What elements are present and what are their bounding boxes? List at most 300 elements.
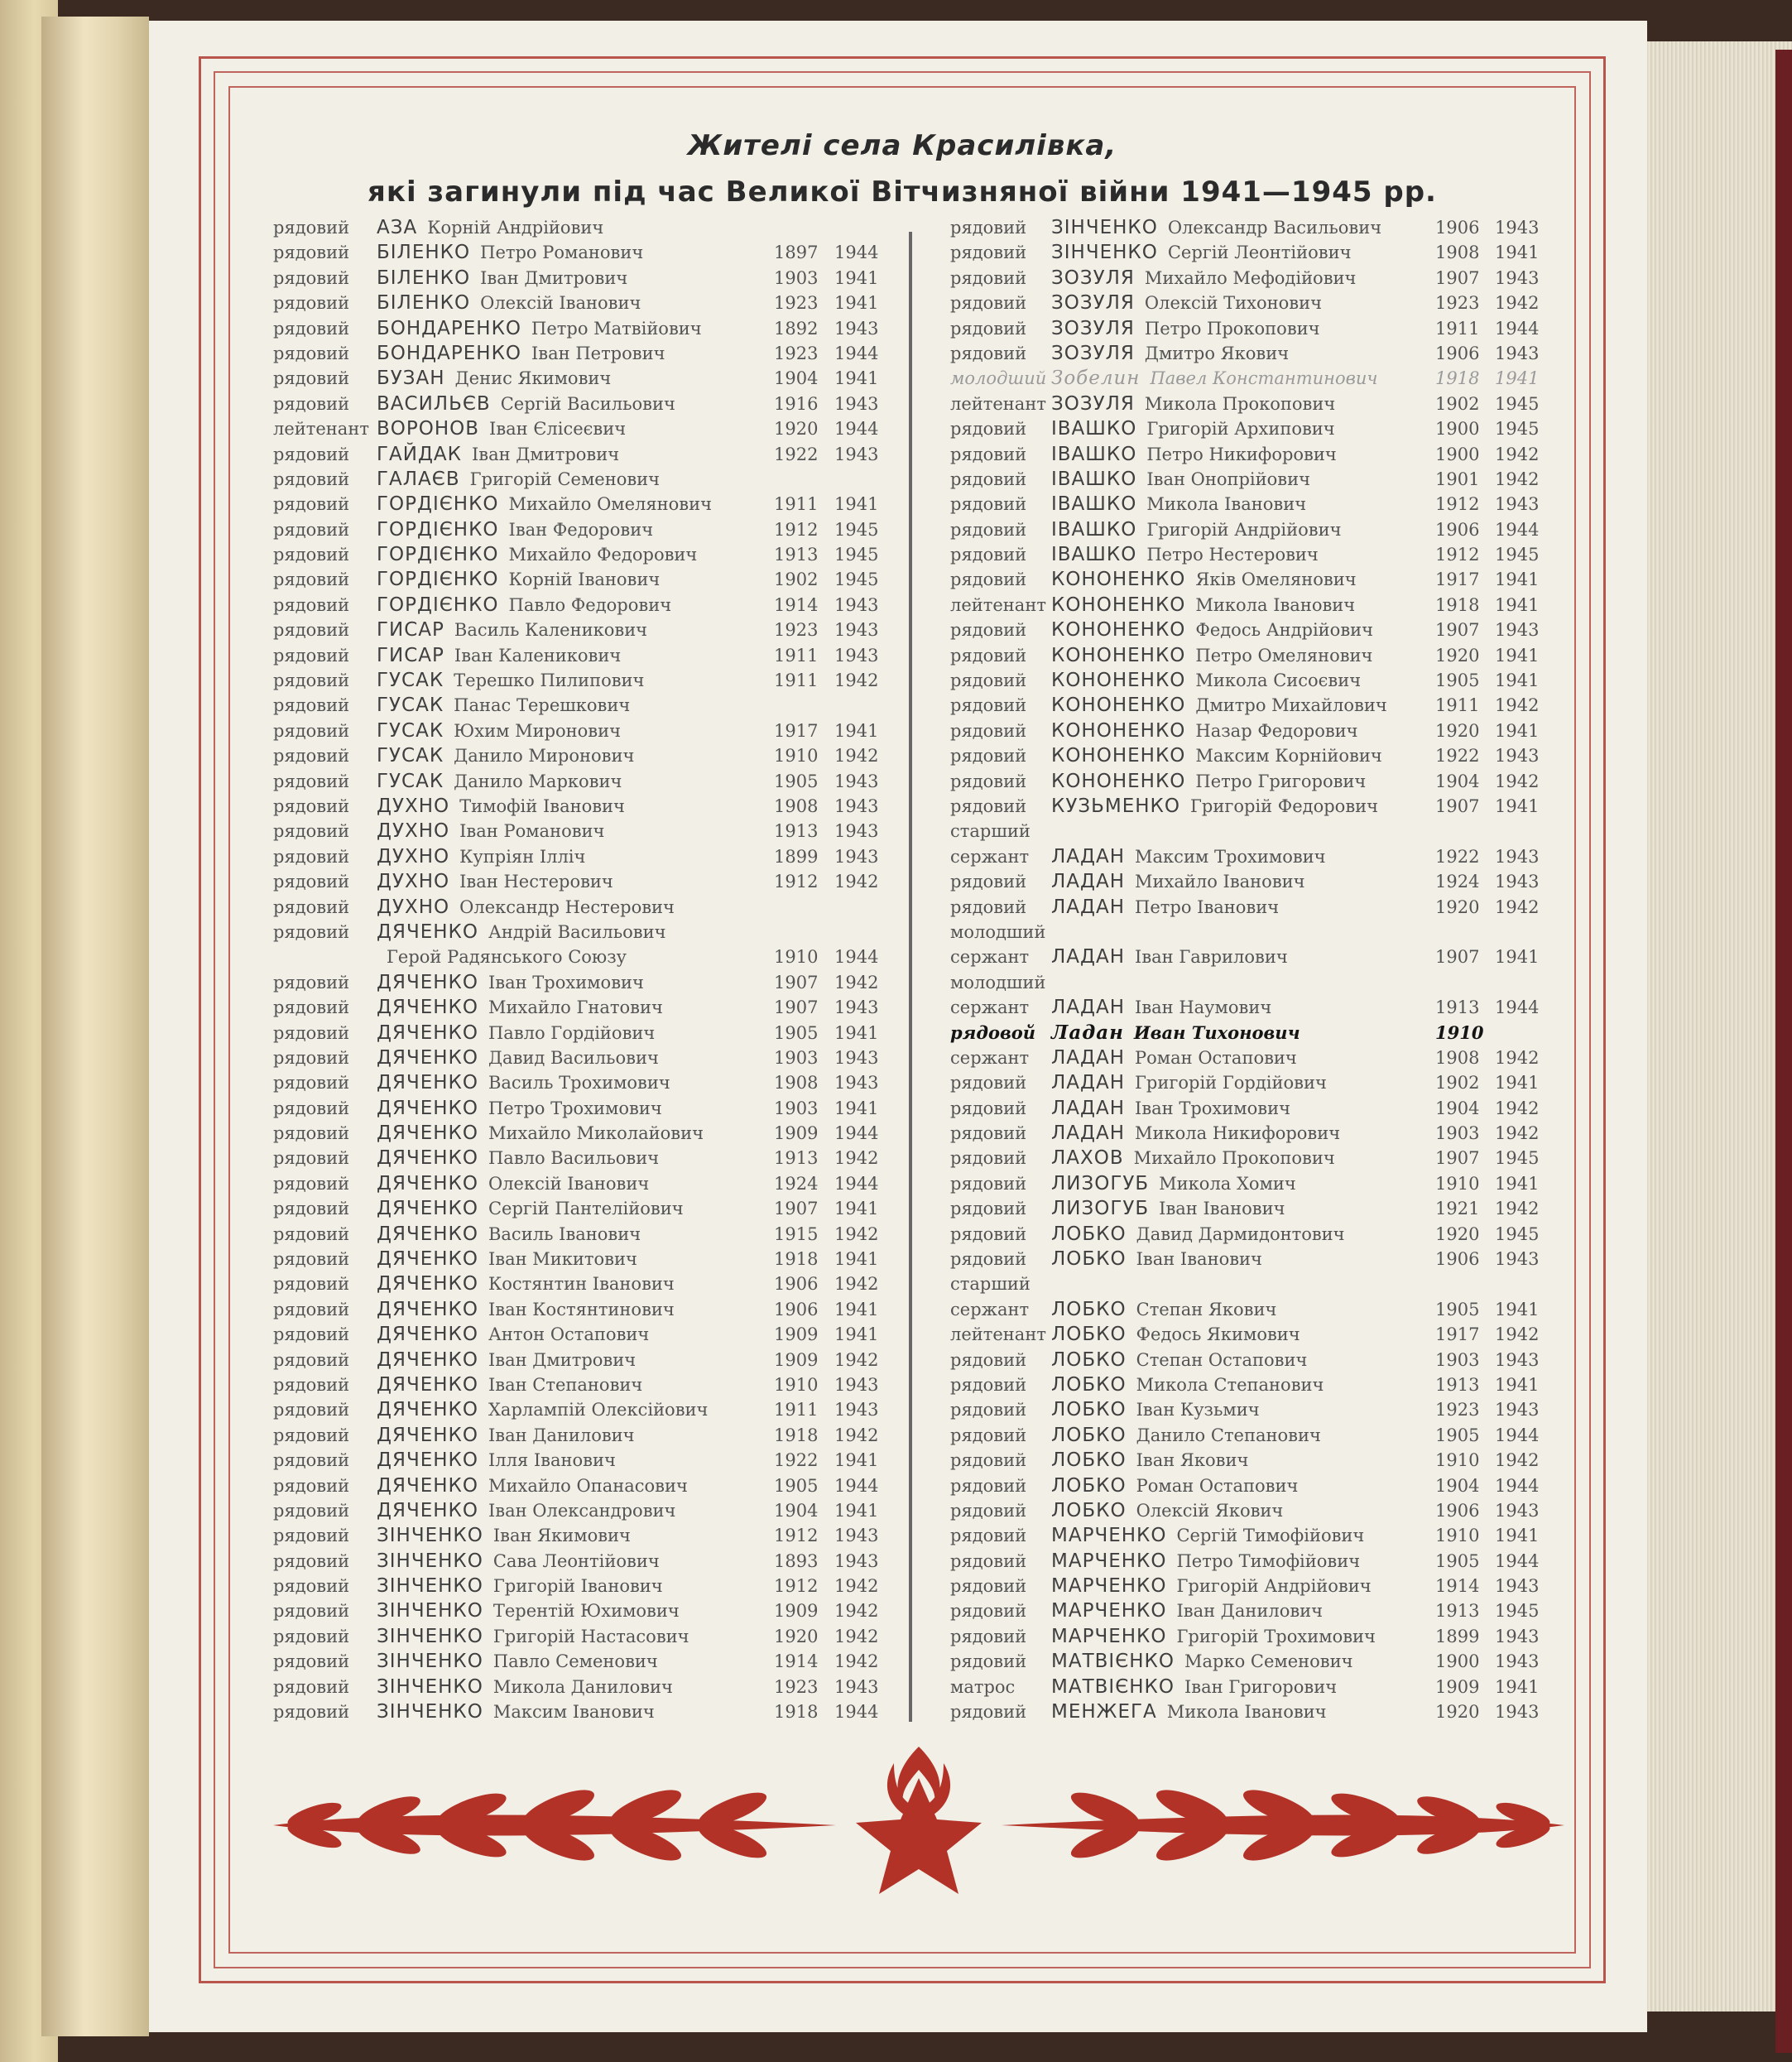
surname: КОНОНЕНКО	[1051, 594, 1186, 616]
surname: ГАЛАЄВ	[377, 468, 460, 490]
rank-label: рядовий	[273, 1249, 350, 1270]
rank-label: лейтенант	[950, 1324, 1046, 1345]
birth-year: 1913	[1435, 1374, 1480, 1395]
surname: ІВАШКО	[1051, 518, 1137, 541]
person-name	[377, 1021, 655, 1045]
birth-year: 1906	[1435, 1249, 1480, 1270]
person-name	[1051, 567, 1357, 592]
person-name	[1051, 442, 1337, 467]
surname: ЗОЗУЛЯ	[1051, 317, 1135, 339]
given-name: Павло Семенович	[492, 1651, 658, 1672]
death-year: 1943	[1495, 846, 1540, 867]
person-name	[1051, 1675, 1337, 1699]
person-name	[1051, 1574, 1372, 1598]
rank-label: рядовий	[950, 1500, 1027, 1521]
birth-year: 1910	[1435, 1526, 1480, 1546]
death-year: 1941	[834, 1500, 879, 1521]
birth-year: 1907	[774, 972, 819, 993]
death-year: 1943	[1495, 494, 1540, 515]
surname: ДЯЧЕНКО	[377, 1424, 478, 1446]
death-year: 1943	[1495, 1626, 1540, 1646]
death-year: 1941	[834, 1299, 879, 1319]
rank-label: рядовий	[273, 1651, 350, 1672]
surname: ЛОБКО	[1051, 1298, 1127, 1320]
death-year: 1943	[1495, 1651, 1540, 1672]
given-name: Марко Семенович	[1184, 1651, 1353, 1672]
birth-year: 1902	[774, 570, 819, 590]
person-name	[1051, 1448, 1248, 1473]
rank-label: молодший	[950, 368, 1047, 389]
rank-label: рядовий	[950, 1073, 1027, 1093]
person-name	[377, 1699, 655, 1724]
surname: ДУХНО	[377, 896, 450, 918]
person-name	[377, 869, 613, 894]
rank-label: рядовий	[273, 1173, 350, 1194]
rank-label: рядовий	[273, 872, 350, 892]
birth-year: 1913	[774, 1148, 819, 1169]
given-name: Григорій Гордійович	[1135, 1073, 1327, 1093]
given-name: Сергій Васильович	[500, 393, 675, 414]
birth-year: 1892	[774, 318, 819, 339]
given-name: Іван Дмитрович	[480, 267, 628, 288]
surname: КУЗЬМЕНКО	[1051, 795, 1180, 817]
birth-year: 1917	[1435, 1324, 1480, 1345]
surname: ЗІНЧЕНКО	[377, 1625, 483, 1647]
rank-label: рядовий	[273, 1550, 350, 1571]
birth-year: 1909	[774, 1349, 819, 1370]
person-name	[377, 970, 644, 995]
given-name: Іван Данилович	[1176, 1601, 1324, 1622]
surname: БІЛЕНКО	[377, 267, 471, 289]
birth-year: 1911	[774, 671, 819, 691]
birth-year: 1912	[774, 1576, 819, 1597]
rank-label: рядовий	[273, 1022, 350, 1043]
birth-year: 1903	[1435, 1349, 1480, 1370]
given-name: Михайло Мефодійович	[1144, 267, 1357, 288]
surname: ДЯЧЕНКО	[377, 1198, 478, 1220]
death-year: 1943	[1495, 1702, 1540, 1723]
surname: ДУХНО	[377, 795, 450, 817]
surname: Ладан	[1051, 1021, 1124, 1044]
rank-label: рядовий	[950, 620, 1027, 641]
surname: ДЯЧЕНКО	[377, 1399, 478, 1421]
person-name	[1051, 1498, 1283, 1523]
death-year: 1945	[834, 519, 879, 540]
death-year: 1942	[1495, 1450, 1540, 1471]
surname: ДЯЧЕНКО	[377, 1348, 478, 1371]
death-year: 1944	[834, 419, 879, 440]
death-year: 1941	[1495, 368, 1540, 389]
surname: ЛАДАН	[1051, 1072, 1126, 1094]
birth-year: 1899	[774, 846, 819, 867]
birth-year: 1909	[774, 1123, 819, 1144]
rank-label: рядовий	[273, 1123, 350, 1144]
person-name	[377, 719, 621, 743]
rank-label: рядовий	[950, 746, 1027, 767]
surname: ЗІНЧЕНКО	[377, 1600, 483, 1622]
rank-label: сержант	[950, 947, 1030, 968]
birth-year: 1922	[1435, 746, 1480, 767]
rank-label: рядовий	[950, 519, 1027, 540]
surname: ЛОБКО	[1051, 1499, 1127, 1521]
rank-label: рядовий	[950, 671, 1027, 691]
death-year: 1944	[1495, 519, 1540, 540]
surname: ЗІНЧЕНКО	[377, 1651, 483, 1673]
birth-year: 1913	[774, 545, 819, 565]
surname: ДЯЧЕНКО	[377, 1097, 478, 1119]
birth-year: 1911	[1435, 695, 1480, 716]
surname: ЗОЗУЛЯ	[1051, 392, 1135, 415]
rank-label: рядовий	[950, 1450, 1027, 1471]
birth-year: 1916	[774, 393, 819, 414]
given-name: Іван Трохимович	[1135, 1098, 1290, 1118]
person-name	[377, 1675, 673, 1699]
death-year: 1944	[1495, 1475, 1540, 1496]
surname: ЛОБКО	[1051, 1474, 1127, 1497]
given-name: Петро Григорович	[1195, 771, 1367, 791]
rank-label: рядовий	[273, 896, 350, 917]
surname: КОНОНЕНКО	[1051, 619, 1186, 642]
rank-label: рядовий	[273, 218, 350, 238]
rank-label: рядовий	[950, 1550, 1027, 1571]
given-name: Іван Григорович	[1184, 1676, 1338, 1697]
person-name	[377, 492, 712, 517]
birth-year: 1904	[774, 368, 819, 389]
given-name: Григорій Настасович	[492, 1626, 689, 1646]
given-name: Микола Степанович	[1136, 1374, 1324, 1395]
death-year: 1942	[834, 972, 879, 993]
person-name	[377, 1423, 635, 1448]
birth-year: 1910	[1435, 1173, 1480, 1194]
death-year: 1943	[1495, 218, 1540, 238]
person-name	[1051, 1397, 1260, 1422]
death-year: 1943	[834, 771, 879, 791]
death-year: 1943	[1495, 872, 1540, 892]
death-year: 1941	[1495, 243, 1540, 263]
rank-label: рядовий	[273, 368, 350, 389]
death-year: 1941	[834, 1324, 879, 1345]
person-name	[1051, 1473, 1298, 1498]
person-name	[1051, 1297, 1276, 1322]
birth-year: 1920	[1435, 1702, 1480, 1723]
birth-year: 1910	[774, 746, 819, 767]
rank-label: рядовий	[950, 1576, 1027, 1597]
surname: ГУСАК	[377, 770, 444, 792]
rank-label: рядовий	[950, 771, 1027, 791]
birth-year: 1912	[1435, 494, 1480, 515]
given-name: Сергій Пантелійович	[488, 1199, 684, 1219]
birth-year: 1918	[774, 1425, 819, 1445]
birth-year: 1914	[774, 594, 819, 615]
surname: ДЯЧЕНКО	[377, 1449, 478, 1472]
death-year: 1942	[1495, 444, 1540, 464]
rank-label: рядовий	[273, 795, 350, 816]
death-year: 1942	[834, 1425, 879, 1445]
person-name	[1051, 593, 1355, 618]
surname: ДЯЧЕНКО	[377, 1223, 478, 1245]
death-year: 1941	[1495, 570, 1540, 590]
birth-year: 1902	[1435, 1073, 1480, 1093]
given-name: Купріян Ілліч	[459, 846, 586, 867]
death-year: 1941	[834, 1098, 879, 1118]
death-year: 1941	[1495, 1173, 1540, 1194]
surname: ЗІНЧЕНКО	[377, 1575, 483, 1598]
rank-label: рядовий	[273, 1702, 350, 1723]
death-year: 1943	[834, 444, 879, 464]
rank-label: рядовий	[273, 594, 350, 615]
person-name	[377, 215, 603, 240]
given-name: Петро Нестерович	[1146, 545, 1319, 565]
birth-year: 1901	[1435, 469, 1480, 489]
birth-year: 1908	[1435, 243, 1480, 263]
person-name	[1051, 970, 1061, 995]
given-name: Олексій Іванович	[488, 1173, 650, 1194]
given-name: Іван Онопрійович	[1146, 469, 1310, 489]
person-name	[377, 1348, 636, 1372]
birth-year: 1923	[774, 1676, 819, 1697]
death-year: 1942	[834, 1349, 879, 1370]
person-name	[377, 1096, 662, 1121]
death-year: 1943	[834, 1047, 879, 1068]
given-name: Микола Іванович	[1195, 594, 1356, 615]
person-name	[377, 1297, 675, 1322]
surname: ЛИЗОГУБ	[1051, 1198, 1150, 1220]
given-name: Іван Трохимович	[488, 972, 644, 993]
given-name: Іван Нестерович	[459, 872, 613, 892]
surname: КОНОНЕНКО	[1051, 695, 1186, 717]
rank-label: рядовий	[950, 545, 1027, 565]
surname: ВОРОНОВ	[377, 418, 480, 440]
rank-label: рядовий	[273, 771, 350, 791]
rank-label: рядовий	[950, 1223, 1027, 1244]
given-name: Микола Хомич	[1159, 1173, 1296, 1194]
given-name: Олексій Тихонович	[1144, 293, 1322, 314]
birth-year: 1903	[774, 1047, 819, 1068]
birth-year: 1922	[774, 444, 819, 464]
birth-year: 1908	[774, 795, 819, 816]
person-name	[377, 1397, 708, 1422]
person-name	[377, 266, 627, 291]
given-name: Іван Олександрович	[488, 1500, 676, 1521]
birth-year: 1897	[774, 243, 819, 263]
rank-label: рядовий	[273, 318, 350, 339]
birth-year: 1923	[1435, 293, 1480, 314]
birth-year: 1907	[1435, 795, 1480, 816]
person-name	[1051, 316, 1320, 341]
given-name: Максим Іванович	[492, 1702, 655, 1723]
surname: МАРЧЕНКО	[1051, 1525, 1167, 1547]
rank-label: рядовий	[273, 997, 350, 1018]
death-year: 1944	[1495, 1425, 1540, 1445]
given-name: Роман Остапович	[1135, 1047, 1297, 1068]
birth-year: 1924	[774, 1173, 819, 1194]
rank-label: лейтенант	[950, 393, 1046, 414]
birth-year: 1911	[774, 494, 819, 515]
person-name	[1051, 618, 1373, 642]
birth-year: 1907	[1435, 947, 1480, 968]
given-name: Іван Єлісеєвич	[489, 419, 627, 440]
surname: ЛОБКО	[1051, 1348, 1127, 1371]
rank-label: старший	[950, 1274, 1031, 1295]
birth-year: 1899	[1435, 1626, 1480, 1646]
given-name: Антон Остапович	[488, 1324, 650, 1345]
book-cover-right	[1775, 50, 1792, 2053]
person-name	[1051, 1699, 1327, 1724]
given-name: Павло Гордійович	[488, 1022, 656, 1043]
given-name: Давид Васильович	[488, 1047, 659, 1068]
death-year: 1943	[834, 846, 879, 867]
given-name: Данило Маркович	[454, 771, 622, 791]
surname: ГОРДІЄНКО	[377, 594, 499, 616]
person-name	[377, 1070, 670, 1095]
death-year: 1942	[1495, 1047, 1540, 1068]
person-name	[1051, 819, 1061, 844]
surname: ГУСАК	[377, 719, 444, 742]
birth-year: 1915	[774, 1223, 819, 1244]
rank-label: рядовий	[273, 1676, 350, 1697]
given-name: Петро Омелянович	[1195, 645, 1373, 666]
rank-label: рядовий	[273, 469, 350, 489]
rank-label: рядовий	[273, 746, 350, 767]
person-name	[377, 618, 647, 642]
surname: ЛАХОВ	[1051, 1147, 1124, 1170]
surname: МАРЧЕНКО	[1051, 1575, 1167, 1598]
person-name	[377, 1045, 659, 1070]
death-year: 1943	[834, 393, 879, 414]
rank-label: рядовий	[273, 545, 350, 565]
given-name: Михайло Федорович	[508, 545, 698, 565]
person-name	[1051, 1121, 1340, 1146]
person-name	[1051, 895, 1279, 920]
given-name: Яків Омелянович	[1195, 570, 1357, 590]
person-name	[1051, 1171, 1296, 1196]
death-year: 1941	[834, 1249, 879, 1270]
rank-label: рядовий	[273, 1274, 350, 1295]
person-name	[1051, 467, 1310, 492]
given-name: Петро Тимофійович	[1176, 1550, 1361, 1571]
person-name	[377, 1146, 659, 1170]
given-name: Григорій Андрійович	[1176, 1576, 1372, 1597]
birth-year: 1912	[1435, 545, 1480, 565]
birth-year: 1912	[774, 872, 819, 892]
surname: ГАЙДАК	[377, 443, 462, 465]
rank-label: рядовий	[950, 1601, 1027, 1622]
given-name: Терешко Пилипович	[454, 671, 645, 691]
birth-year: 1911	[774, 645, 819, 666]
surname: ДЯЧЕНКО	[377, 1172, 478, 1194]
surname: ДЯЧЕНКО	[377, 1373, 478, 1396]
person-name	[1051, 1423, 1321, 1448]
person-name	[1051, 1649, 1353, 1674]
birth-year: 1924	[1435, 872, 1480, 892]
rank-label: рядовий	[273, 1400, 350, 1420]
person-name	[377, 1196, 684, 1221]
person-name	[1051, 517, 1341, 542]
surname: ГИСАР	[377, 644, 444, 666]
surname: МАРЧЕНКО	[1051, 1550, 1167, 1572]
birth-year: 1905	[774, 1022, 819, 1043]
given-name: Ілля Іванович	[488, 1450, 616, 1471]
given-name: Максим Трохимович	[1135, 846, 1326, 867]
death-year: 1941	[834, 720, 879, 741]
death-year: 1944	[834, 1475, 879, 1496]
rank-label: рядовий	[273, 1073, 350, 1093]
rank-label: рядовий	[950, 293, 1027, 314]
given-name: Тимофій Іванович	[459, 795, 625, 816]
surname: ЛОБКО	[1051, 1223, 1127, 1245]
rank-label: молодший	[950, 972, 1046, 993]
person-name	[377, 1498, 675, 1523]
person-name	[377, 693, 630, 718]
rank-label: рядовий	[950, 695, 1027, 716]
death-year: 1941	[1495, 1299, 1540, 1319]
surname: ДЯЧЕНКО	[377, 1072, 478, 1094]
death-year: 1943	[834, 645, 879, 666]
death-year: 1943	[834, 997, 879, 1018]
rank-label: рядовий	[273, 1148, 350, 1169]
death-year: 1943	[834, 1526, 879, 1546]
birth-year: 1906	[774, 1299, 819, 1319]
surname: МЕНЖЕГА	[1051, 1701, 1157, 1723]
person-name	[377, 1473, 688, 1498]
given-name: Терентій Юхимович	[492, 1601, 680, 1622]
birth-year: 1920	[1435, 720, 1480, 741]
person-name	[377, 1171, 649, 1196]
given-name: Сергій Тимофійович	[1176, 1526, 1365, 1546]
birth-year: 1920	[774, 419, 819, 440]
given-name: Іван Костянтинович	[488, 1299, 675, 1319]
birth-year: 1917	[1435, 570, 1480, 590]
given-name: Юхим Миронович	[454, 720, 622, 741]
birth-year: 1905	[1435, 1550, 1480, 1571]
surname: КОНОНЕНКО	[1051, 569, 1186, 591]
rank-label: рядовий	[273, 293, 350, 314]
rank-label: рядовий	[273, 343, 350, 363]
death-year: 1943	[1495, 1576, 1540, 1597]
surname: ЗІНЧЕНКО	[377, 1675, 483, 1698]
given-name: Олексій Іванович	[480, 293, 641, 314]
death-year: 1941	[834, 267, 879, 288]
death-year: 1943	[1495, 746, 1540, 767]
birth-year: 1900	[1435, 444, 1480, 464]
death-year: 1941	[834, 1450, 879, 1471]
given-name: Олексій Якович	[1136, 1500, 1284, 1521]
birth-year: 1907	[774, 997, 819, 1018]
birth-year: 1906	[1435, 343, 1480, 363]
person-name	[1051, 769, 1366, 794]
given-name: Данило Миронович	[454, 746, 635, 767]
given-name: Іван Данилович	[488, 1425, 635, 1445]
given-name: Михайло Прокопович	[1133, 1148, 1335, 1169]
rank-label: рядовий	[273, 1475, 350, 1496]
given-name: Василь Каленикович	[454, 620, 648, 641]
rank-label: рядовий	[273, 1601, 350, 1622]
rank-label: рядовий	[273, 494, 350, 515]
given-name: Михайло Гнатович	[488, 997, 663, 1018]
death-year: 1942	[834, 746, 879, 767]
death-year: 1943	[834, 1676, 879, 1697]
given-name: Денис Якимович	[454, 368, 612, 389]
birth-year: 1904	[1435, 771, 1480, 791]
person-name	[1051, 844, 1326, 869]
death-year: 1943	[834, 795, 879, 816]
surname: ЛОБКО	[1051, 1324, 1127, 1346]
person-name	[377, 1448, 616, 1473]
given-name: Василь Трохимович	[488, 1073, 670, 1093]
person-name	[377, 995, 663, 1020]
death-year: 1942	[834, 872, 879, 892]
given-name: Данило Степанович	[1136, 1425, 1321, 1445]
